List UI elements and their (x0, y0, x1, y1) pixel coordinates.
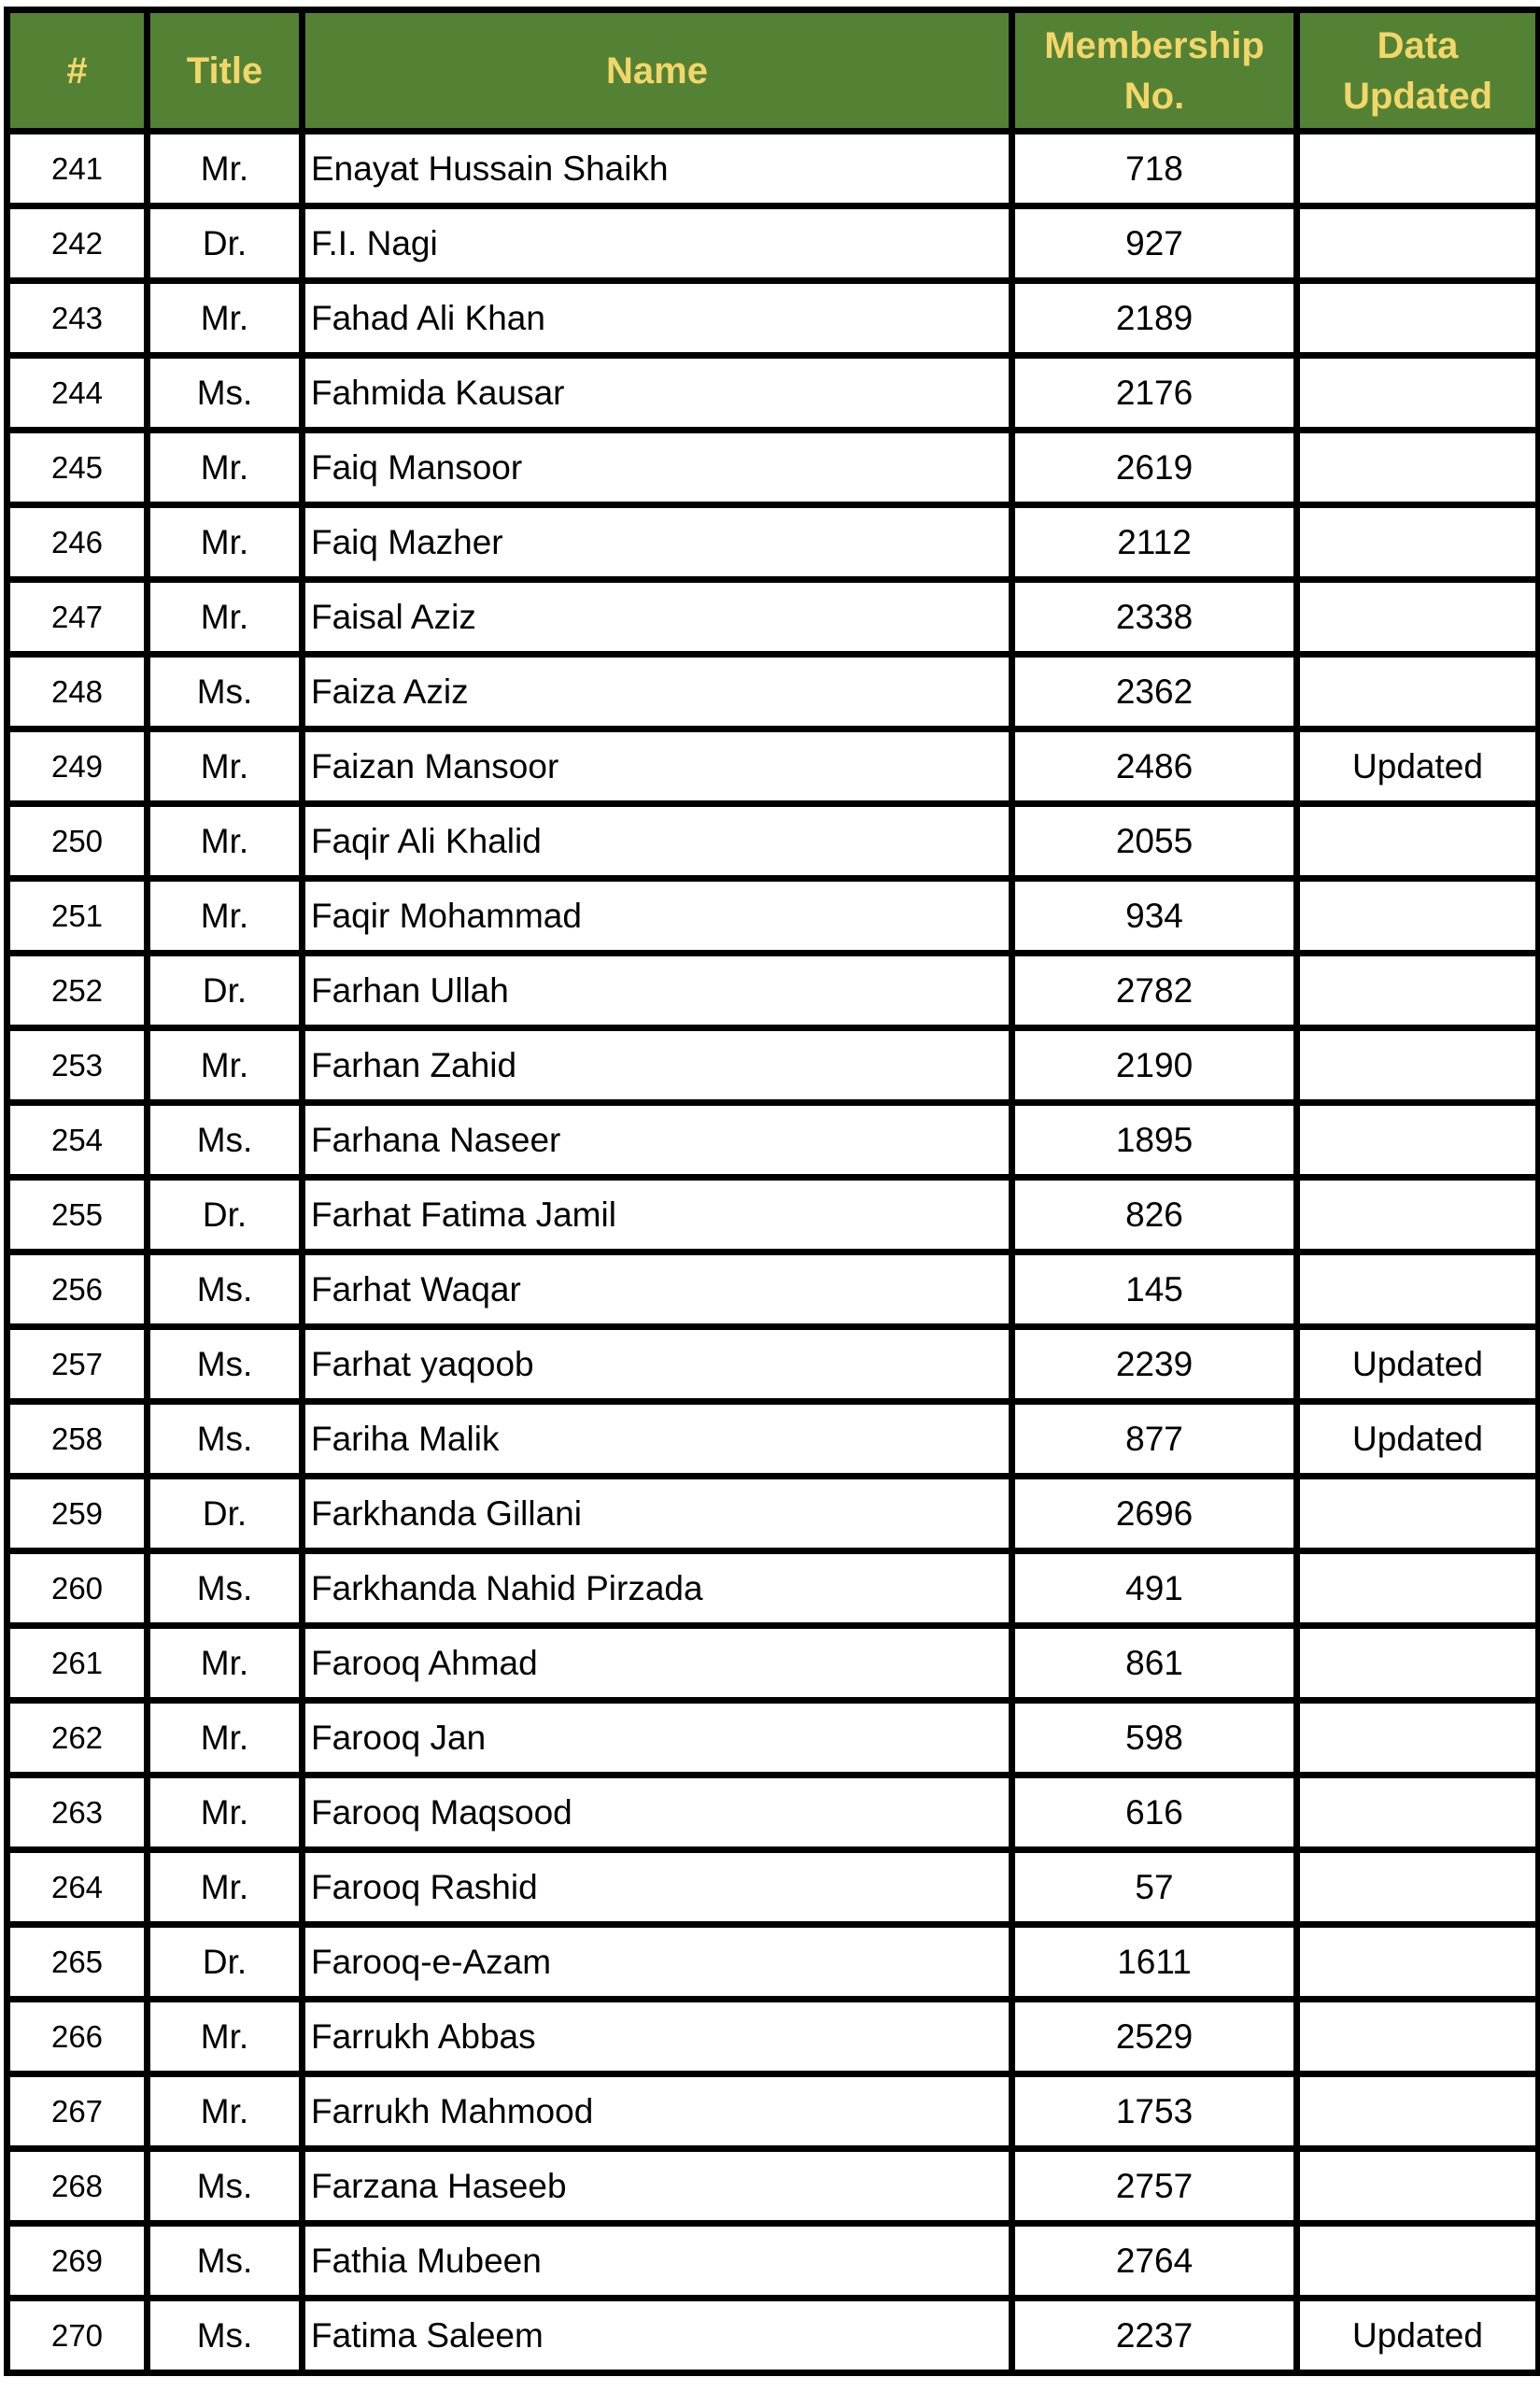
data-updated-cell (1297, 580, 1539, 655)
row-number-cell: 261 (7, 1626, 148, 1701)
table-row (7, 2149, 1539, 2224)
table-row (7, 2224, 1539, 2299)
title-cell: Dr. (148, 1178, 303, 1252)
membership-no-cell: 2782 (1012, 954, 1297, 1028)
header-membership-line2: No. (1123, 75, 1185, 117)
header-updated-line1: Data (1377, 24, 1459, 66)
table-body (7, 132, 1539, 2373)
header-name (303, 10, 1012, 132)
table-header (7, 10, 1539, 132)
title-cell: Ms. (148, 2149, 303, 2224)
data-updated-cell (1297, 1028, 1539, 1103)
table-row (7, 1477, 1539, 1551)
title-cell: Mr. (148, 2000, 303, 2074)
data-updated-cell (1297, 206, 1539, 281)
title-cell: Mr. (148, 132, 303, 206)
row-number-cell: 270 (7, 2299, 148, 2373)
row-number-cell: 255 (7, 1178, 148, 1252)
name-cell: Fahmida Kausar (303, 356, 1012, 431)
data-updated-cell: Updated (1297, 729, 1539, 804)
table-row (7, 1776, 1539, 1850)
data-updated-cell: Updated (1297, 1402, 1539, 1477)
row-number-cell: 268 (7, 2149, 148, 2224)
membership-no-cell: 2757 (1012, 2149, 1297, 2224)
name-cell: Fahad Ali Khan (303, 281, 1012, 356)
name-cell: Farzana Haseeb (303, 2149, 1012, 2224)
data-updated-cell (1297, 281, 1539, 356)
membership-no-cell: 2112 (1012, 505, 1297, 580)
row-number-cell: 264 (7, 1850, 148, 1925)
data-updated-cell (1297, 1701, 1539, 1776)
data-updated-cell (1297, 1477, 1539, 1551)
membership-no-cell: 861 (1012, 1626, 1297, 1701)
row-number-cell: 269 (7, 2224, 148, 2299)
title-cell: Dr. (148, 206, 303, 281)
title-cell: Dr. (148, 1925, 303, 2000)
title-cell: Mr. (148, 1850, 303, 1925)
membership-no-cell: 2696 (1012, 1477, 1297, 1551)
row-number-cell: 246 (7, 505, 148, 580)
membership-no-cell: 2189 (1012, 281, 1297, 356)
row-number-cell: 241 (7, 132, 148, 206)
membership-no-cell: 2619 (1012, 431, 1297, 505)
data-updated-cell (1297, 132, 1539, 206)
membership-no-cell: 2486 (1012, 729, 1297, 804)
membership-no-cell: 934 (1012, 879, 1297, 954)
row-number-cell: 244 (7, 356, 148, 431)
name-cell: Faqir Ali Khalid (303, 804, 1012, 879)
row-number-cell: 252 (7, 954, 148, 1028)
table-row (7, 729, 1539, 804)
name-cell: Farooq Ahmad (303, 1626, 1012, 1701)
name-cell: Farooq-e-Azam (303, 1925, 1012, 2000)
title-cell: Mr. (148, 2074, 303, 2149)
row-number-cell: 265 (7, 1925, 148, 2000)
header-number (7, 10, 148, 132)
table-row (7, 879, 1539, 954)
table-row (7, 1178, 1539, 1252)
data-updated-cell: Updated (1297, 1327, 1539, 1402)
row-number-cell: 243 (7, 281, 148, 356)
membership-no-cell: 491 (1012, 1551, 1297, 1626)
row-number-cell: 251 (7, 879, 148, 954)
row-number-cell: 263 (7, 1776, 148, 1850)
title-cell: Dr. (148, 1477, 303, 1551)
table-row (7, 2299, 1539, 2373)
data-updated-cell (1297, 2074, 1539, 2149)
table-row (7, 1252, 1539, 1327)
name-cell: Fathia Mubeen (303, 2224, 1012, 2299)
row-number-cell: 262 (7, 1701, 148, 1776)
table-row (7, 1626, 1539, 1701)
title-cell: Ms. (148, 655, 303, 729)
table-row (7, 2000, 1539, 2074)
title-cell: Mr. (148, 1776, 303, 1850)
data-updated-cell (1297, 356, 1539, 431)
row-number-cell: 253 (7, 1028, 148, 1103)
data-updated-cell (1297, 1551, 1539, 1626)
header-membership-line1: Membership (1044, 24, 1264, 66)
name-cell: Farooq Rashid (303, 1850, 1012, 1925)
name-cell: Farooq Jan (303, 1701, 1012, 1776)
title-cell: Dr. (148, 954, 303, 1028)
table-row (7, 505, 1539, 580)
name-cell: Farhana Naseer (303, 1103, 1012, 1178)
header-data-updated (1297, 10, 1539, 132)
name-cell: Farrukh Mahmood (303, 2074, 1012, 2149)
table-row (7, 1327, 1539, 1402)
title-cell: Mr. (148, 580, 303, 655)
header-name-label: Name (606, 50, 708, 92)
name-cell: Farhat Fatima Jamil (303, 1178, 1012, 1252)
name-cell: Farhat Waqar (303, 1252, 1012, 1327)
row-number-cell: 250 (7, 804, 148, 879)
table-row (7, 2074, 1539, 2149)
data-updated-cell (1297, 1252, 1539, 1327)
name-cell: Faizan Mansoor (303, 729, 1012, 804)
title-cell: Mr. (148, 1626, 303, 1701)
name-cell: Fariha Malik (303, 1402, 1012, 1477)
row-number-cell: 247 (7, 580, 148, 655)
data-updated-cell (1297, 1850, 1539, 1925)
title-cell: Ms. (148, 356, 303, 431)
data-updated-cell: Updated (1297, 2299, 1539, 2373)
table-row (7, 655, 1539, 729)
title-cell: Ms. (148, 2224, 303, 2299)
membership-no-cell: 2055 (1012, 804, 1297, 879)
membership-no-cell: 2176 (1012, 356, 1297, 431)
title-cell: Ms. (148, 1252, 303, 1327)
name-cell: Farkhanda Gillani (303, 1477, 1012, 1551)
table-row (7, 206, 1539, 281)
membership-no-cell: 145 (1012, 1252, 1297, 1327)
membership-no-cell: 57 (1012, 1850, 1297, 1925)
name-cell: Farkhanda Nahid Pirzada (303, 1551, 1012, 1626)
table-row (7, 580, 1539, 655)
table-row (7, 954, 1539, 1028)
name-cell: Faiza Aziz (303, 655, 1012, 729)
header-row (7, 10, 1539, 132)
title-cell: Ms. (148, 1402, 303, 1477)
membership-table (4, 7, 1540, 2376)
table-row (7, 1850, 1539, 1925)
header-number-label: # (66, 50, 88, 92)
name-cell: Fatima Saleem (303, 2299, 1012, 2373)
table-row (7, 356, 1539, 431)
title-cell: Ms. (148, 1103, 303, 1178)
name-cell: Farhan Ullah (303, 954, 1012, 1028)
name-cell: Farooq Maqsood (303, 1776, 1012, 1850)
membership-no-cell: 826 (1012, 1178, 1297, 1252)
membership-no-cell: 598 (1012, 1701, 1297, 1776)
name-cell: Faiq Mazher (303, 505, 1012, 580)
row-number-cell: 254 (7, 1103, 148, 1178)
membership-no-cell: 877 (1012, 1402, 1297, 1477)
data-updated-cell (1297, 879, 1539, 954)
row-number-cell: 245 (7, 431, 148, 505)
membership-no-cell: 2239 (1012, 1327, 1297, 1402)
table-row (7, 1103, 1539, 1178)
data-updated-cell (1297, 2224, 1539, 2299)
name-cell: Faiq Mansoor (303, 431, 1012, 505)
name-cell: F.I. Nagi (303, 206, 1012, 281)
table-row (7, 1402, 1539, 1477)
membership-no-cell: 616 (1012, 1776, 1297, 1850)
row-number-cell: 249 (7, 729, 148, 804)
row-number-cell: 258 (7, 1402, 148, 1477)
data-updated-cell (1297, 431, 1539, 505)
table-row (7, 804, 1539, 879)
table-row (7, 1028, 1539, 1103)
membership-no-cell: 1611 (1012, 1925, 1297, 2000)
row-number-cell: 259 (7, 1477, 148, 1551)
data-updated-cell (1297, 2149, 1539, 2224)
header-title (148, 10, 303, 132)
row-number-cell: 260 (7, 1551, 148, 1626)
data-updated-cell (1297, 2000, 1539, 2074)
membership-no-cell: 2362 (1012, 655, 1297, 729)
data-updated-cell (1297, 1776, 1539, 1850)
title-cell: Mr. (148, 879, 303, 954)
header-membership-no (1012, 10, 1297, 132)
name-cell: Enayat Hussain Shaikh (303, 132, 1012, 206)
membership-no-cell: 927 (1012, 206, 1297, 281)
title-cell: Ms. (148, 1327, 303, 1402)
data-updated-cell (1297, 1626, 1539, 1701)
title-cell: Mr. (148, 281, 303, 356)
row-number-cell: 256 (7, 1252, 148, 1327)
membership-no-cell: 718 (1012, 132, 1297, 206)
data-updated-cell (1297, 655, 1539, 729)
name-cell: Farrukh Abbas (303, 2000, 1012, 2074)
membership-no-cell: 2338 (1012, 580, 1297, 655)
membership-no-cell: 1753 (1012, 2074, 1297, 2149)
membership-no-cell: 2237 (1012, 2299, 1297, 2373)
title-cell: Ms. (148, 1551, 303, 1626)
title-cell: Mr. (148, 505, 303, 580)
data-updated-cell (1297, 804, 1539, 879)
table-row (7, 431, 1539, 505)
row-number-cell: 257 (7, 1327, 148, 1402)
membership-no-cell: 2190 (1012, 1028, 1297, 1103)
data-updated-cell (1297, 1178, 1539, 1252)
header-updated-line2: Updated (1343, 75, 1492, 117)
membership-no-cell: 2764 (1012, 2224, 1297, 2299)
title-cell: Mr. (148, 804, 303, 879)
header-title-label: Title (186, 50, 263, 92)
row-number-cell: 266 (7, 2000, 148, 2074)
name-cell: Faqir Mohammad (303, 879, 1012, 954)
table-row (7, 1925, 1539, 2000)
title-cell: Mr. (148, 431, 303, 505)
name-cell: Farhat yaqoob (303, 1327, 1012, 1402)
membership-no-cell: 2529 (1012, 2000, 1297, 2074)
title-cell: Mr. (148, 1701, 303, 1776)
title-cell: Mr. (148, 729, 303, 804)
name-cell: Faisal Aziz (303, 580, 1012, 655)
table-row (7, 132, 1539, 206)
title-cell: Ms. (148, 2299, 303, 2373)
data-updated-cell (1297, 505, 1539, 580)
name-cell: Farhan Zahid (303, 1028, 1012, 1103)
row-number-cell: 267 (7, 2074, 148, 2149)
membership-no-cell: 1895 (1012, 1103, 1297, 1178)
data-updated-cell (1297, 954, 1539, 1028)
row-number-cell: 248 (7, 655, 148, 729)
row-number-cell: 242 (7, 206, 148, 281)
table-row (7, 1701, 1539, 1776)
data-updated-cell (1297, 1925, 1539, 2000)
table-row (7, 281, 1539, 356)
title-cell: Mr. (148, 1028, 303, 1103)
data-updated-cell (1297, 1103, 1539, 1178)
table-row (7, 1551, 1539, 1626)
